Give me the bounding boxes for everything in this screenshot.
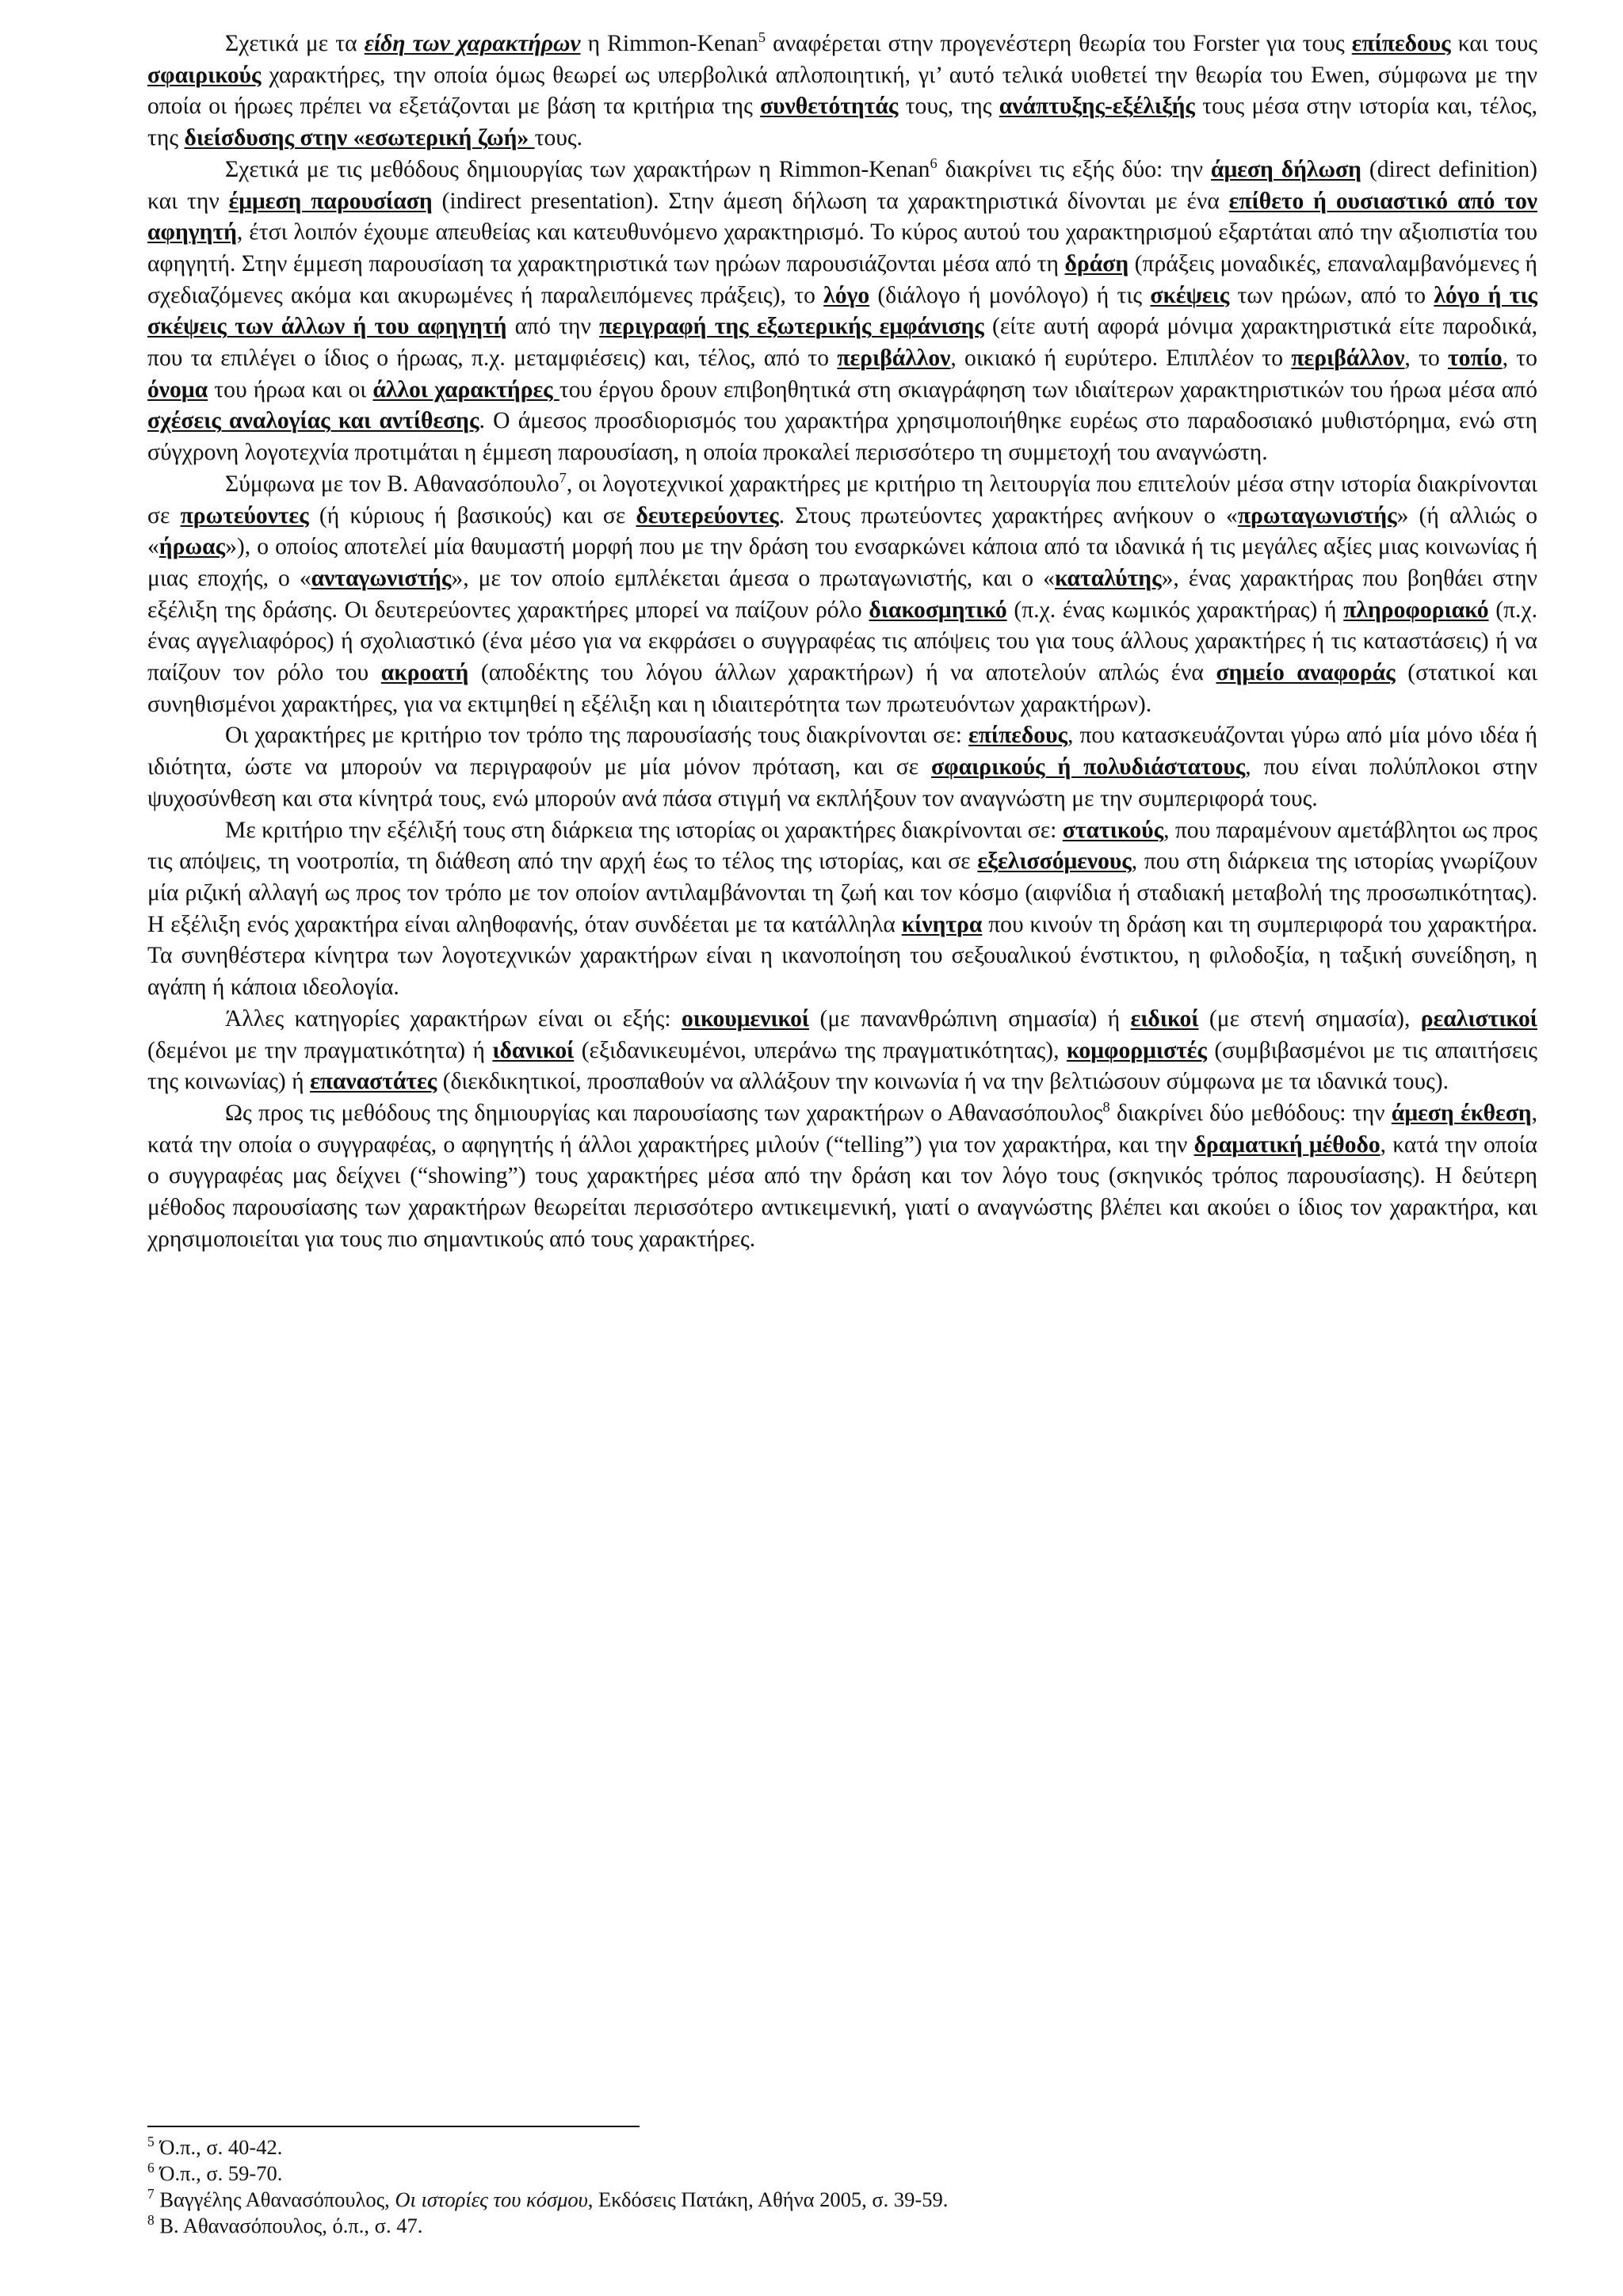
- text-run: από την: [506, 314, 600, 340]
- emphasized-term: επίπεδους: [1351, 31, 1451, 56]
- text-run: διακρίνει δύο μεθόδους: την: [1109, 1100, 1392, 1126]
- emphasized-term: εξελισσόμενους: [977, 849, 1132, 875]
- emphasized-term: είδη των χαρακτήρων: [364, 31, 581, 56]
- footnote-ref: 6: [930, 154, 938, 171]
- body-text: [147, 29, 1537, 1255]
- text-run: (π.χ. ένας κωμικός χαρακτήρας) ή: [1006, 597, 1344, 623]
- text-run: (στατικοί και συνηθισμένοι χαρακτήρες, για να εκτιμηθεί η εξέλιξη και η ιδιαιτερότητα των πρωτευόντων χαρακτήρων).: [147, 660, 1537, 717]
- emphasized-term: τοπίο: [1448, 345, 1503, 372]
- text-run: », ένας χαρακτήρας που βοηθάει στην εξέλιξη της δράσης. Οι δευτερεύοντες χαρακτήρες μπορεί να παίζουν ρόλο: [147, 565, 1537, 623]
- footnotes: [147, 2134, 1537, 2239]
- text-run: (ή κύριους ή βασικούς) και σε: [308, 502, 636, 528]
- emphasized-term: όνομα: [147, 376, 208, 402]
- text-run: Βαγγέλης Αθανασόπουλος,: [154, 2187, 395, 2211]
- text-run: (διεκδικητικοί, προσπαθούν να αλλάξουν την κοινωνία ή να την βελτιώσουν σύμφωνα με τα ιδανικά τους).: [437, 1069, 1449, 1095]
- emphasized-term: δράση: [1064, 250, 1129, 277]
- emphasized-term: διακοσμητικό: [869, 597, 1007, 623]
- footnote-8: [147, 2213, 1537, 2239]
- emphasized-term: σφαιρικούς ή πολυδιάστατους: [931, 754, 1246, 780]
- emphasized-term: λόγο ή τις σκέψεις των άλλων ή του αφηγητή: [147, 282, 1537, 340]
- text-run: του έργου δρουν επιβοηθητικά στη σκιαγράφηση των ιδιαίτερων χαρακτηριστικών του ήρωα μέσα από: [559, 376, 1537, 402]
- text-run: Με κριτήριο την εξέλιξή τους στη διάρκεια της ιστορίας οι χαρακτήρες διακρίνονται σε:: [225, 817, 1063, 843]
- text-run: τους μέσα στην ιστορία και, τέλος, της: [147, 93, 1537, 151]
- text-run: , που είναι πολύπλοκοι στην ψυχοσύνθεση και στα κίνητρά τους, ενώ μπορούν ανά πάσα στιγμή να εκπλήξουν τον αναγνώστη με την συμπεριφορά τους.: [147, 754, 1537, 811]
- emphasized-term: επίθετο ή ουσιαστικό από τον αφηγητή: [147, 188, 1537, 246]
- text-run: (δεμένοι με την πραγματικότητα) ή: [147, 1037, 493, 1063]
- paragraph-primary-secondary-characters: [147, 469, 1537, 721]
- text-run: . Στους πρωτεύοντες χαρακτήρες ανήκουν ο «: [778, 502, 1238, 528]
- emphasized-term: στατικούς: [1062, 817, 1164, 843]
- emphasized-term: ανταγωνιστής: [311, 565, 452, 591]
- text-run: Ως προς τις μεθόδους της δημιουργίας και παρουσίασης των χαρακτήρων ο Αθανασόπουλος: [225, 1100, 1103, 1126]
- text-run: διακρίνει τις εξής δύο: την: [937, 156, 1211, 182]
- text-run: »), ο οποίος αποτελεί μία θαυμαστή μορφή που με την δράση του ενσαρκώνει κάποια από τα ιδανικά ή τις μεγάλες αξίες μιας κοινωνίας ή μιας εποχής, ο «: [147, 534, 1537, 591]
- emphasized-term: δευτερεύοντες: [636, 502, 779, 528]
- text-run: Ό.π., σ. 40-42.: [154, 2135, 283, 2159]
- text-run: τους, της: [898, 93, 999, 120]
- text-run: , έτσι λοιπόν έχουμε απευθείας και κατευθυνόμενο χαρακτηρισμό. Το κύρος αυτού του χαρακτηρισμού εξαρτάται από την αξιοπιστία του αφηγητή. Στην έμμεση παρουσίαση τα χαρακτηριστικά των ηρώων παρουσιάζονται μέσα από τη: [147, 219, 1537, 277]
- emphasized-term: ιδανικοί: [492, 1037, 575, 1063]
- text-run: (αποδέκτης του λόγου άλλων χαρακτήρων) ή να αποτελούν απλώς ένα: [468, 660, 1216, 686]
- emphasized-term: ακροατή: [380, 660, 469, 686]
- emphasized-term: περιγραφή της εξωτερικής εμφάνισης: [599, 314, 984, 340]
- emphasized-term: επίπεδους: [968, 723, 1067, 749]
- footnote-ref: 5: [758, 29, 766, 46]
- text-run: τους.: [534, 125, 583, 151]
- footnote-ref: 7: [559, 469, 567, 486]
- footnote-7: [147, 2187, 1537, 2213]
- emphasized-term: σχέσεις αναλογίας και αντίθεσης: [147, 408, 479, 434]
- emphasized-term: επαναστάτες: [310, 1069, 437, 1095]
- emphasized-term: διείσδυσης στην «εσωτερική ζωή»: [184, 125, 535, 151]
- emphasized-term: ρεαλιστικοί: [1420, 1005, 1537, 1032]
- text-run: , οικιακό ή ευρύτερο. Επιπλέον το: [950, 345, 1292, 372]
- emphasized-term: κομφορμιστές: [1066, 1037, 1207, 1063]
- emphasized-term: σημείο αναφοράς: [1216, 660, 1396, 686]
- footnote-ref: 6: [147, 2160, 155, 2176]
- text-run: , κατά την οποία ο συγγραφέας, ο αφηγητής ή άλλοι χαρακτήρες μιλούν (“telling”) για τον χαρακτήρα, και την: [147, 1100, 1538, 1158]
- emphasized-term: πρωτεύοντες: [180, 502, 309, 528]
- text-run: χαρακτήρες, την οποία όμως θεωρεί ως υπερβολικά απλοποιητική, γι’ αυτό τελικά υιοθετεί την θεωρία του Ewen, σύμφωνα με την οποία οι ήρωες πρέπει να εξετάζονται με βάση τα κριτήρια της: [147, 62, 1537, 120]
- footnote-ref: 5: [147, 2134, 155, 2150]
- emphasized-term: πρωταγωνιστής: [1237, 502, 1397, 528]
- text-run: (συμβιβασμένοι με τις απαιτήσεις της κοινωνίας) ή: [147, 1037, 1537, 1095]
- text-run: Οι χαρακτήρες με κριτήριο τον τρόπο της παρουσίασής τους διακρίνονται σε:: [225, 723, 969, 749]
- text-run: (indirect presentation). Στην άμεση δήλωση τα χαρακτηριστικά δίνονται με ένα: [432, 188, 1229, 214]
- text-run: του ήρωα και οι: [208, 376, 373, 402]
- emphasized-term: άμεση δήλωση: [1210, 156, 1361, 182]
- text-run: , που στη διάρκεια της ιστορίας γνωρίζουν μία ριζική αλλαγή ως προς τον τρόπο με τον οποίον αντιλαμβάνονται τη ζωή και τον κόσμο (αιφνίδια ή σταδιακή μεταβολή της προσωπικότητας). Η εξέλιξη ενός χαρακτήρα είναι αληθοφανής, όταν συνδέεται με τα κατάλληλα: [147, 849, 1537, 937]
- footnote-separator: [147, 2126, 640, 2127]
- text-run: που κινούν τη δράση και τη συμπεριφορά του χαρακτήρα. Τα συνηθέστερα κίνητρα των λογοτεχνικών χαρακτήρων είναι η ικανοποίηση του σεξουαλικού ένστικτου, η φιλοδοξία, η ταξική συνείδηση, η αγάπη ή κάποια ιδεολογία.: [147, 911, 1537, 1001]
- text-run: και τους: [1450, 31, 1537, 56]
- emphasized-term: καταλύτης: [1054, 565, 1162, 591]
- text-run: των ηρώων, από το: [1229, 282, 1434, 308]
- text-run: (διάλογο ή μονόλογο) ή τις: [869, 282, 1151, 308]
- emphasized-term: άλλοι χαρακτήρες: [372, 376, 559, 402]
- emphasized-term: οικουμενικοί: [682, 1005, 810, 1032]
- footnote-ref: 8: [1102, 1099, 1110, 1116]
- text-run: Σύμφωνα με τον Β. Αθανασόπουλο: [225, 471, 559, 497]
- paragraph-character-types-forster: [147, 29, 1537, 154]
- text-run: » (ή αλλιώς ο «: [147, 502, 1538, 560]
- emphasized-term: κίνητρα: [901, 911, 983, 937]
- text-run: Άλλες κατηγορίες χαρακτήρων είναι οι εξής:: [225, 1005, 682, 1032]
- text-run: », με τον οποίο εμπλέκεται άμεσα ο πρωταγωνιστής, και ο «: [451, 565, 1055, 591]
- emphasized-term: περιβάλλον: [837, 345, 951, 372]
- paragraph-other-categories: [147, 1004, 1537, 1098]
- text-run: (με στενή σημασία),: [1198, 1005, 1421, 1032]
- paragraph-presentation-methods: [147, 1098, 1537, 1256]
- emphasized-term: πληροφοριακό: [1343, 597, 1489, 623]
- book-title: Οι ιστορίες του κόσμου: [395, 2187, 588, 2211]
- text-run: αναφέρεται στην προγενέστερη θεωρία του Forster για τους: [766, 31, 1352, 56]
- emphasized-term: δραματική μέθοδο: [1193, 1131, 1381, 1158]
- text-run: , το: [1502, 345, 1537, 372]
- emphasized-term: έμμεση παρουσίαση: [228, 188, 433, 214]
- emphasized-term: ήρωας: [158, 534, 226, 560]
- emphasized-term: συνθετότητάς: [760, 93, 899, 120]
- text-run: , που κατασκευάζονται γύρω από μία μόνο ιδέα ή ιδιότητα, ώστε να μπορούν να περιγραφούν με μία μόνον πρόταση, και σε: [147, 723, 1537, 780]
- text-run: Σχετικά με τα: [225, 31, 365, 56]
- emphasized-term: ειδικοί: [1130, 1005, 1199, 1032]
- emphasized-term: περιβάλλον: [1291, 345, 1405, 372]
- text-run: (πράξεις μοναδικές, επαναλαμβανόμενες ή σχεδιαζόμενες ακόμα και ακυρωμένες ή παραλειπόμενες πράξεις), το: [147, 250, 1537, 308]
- text-run: Β. Αθανασόπουλος, ό.π., σ. 47.: [154, 2214, 423, 2237]
- footnote-ref: 7: [147, 2186, 155, 2203]
- text-run: , κατά την οποία ο συγγραφέας μας δείχνει (“showing”) τους χαρακτήρες μέσα από την δράση και τον λόγο τους (σκηνικός τρόπος παρουσίασης). Η δεύτερη μέθοδος παρουσίασης των χαρακτήρων θεωρείται περισσότερο αντικειμενική, γιατί ο αναγνώστης βλέπει και ακούει ο ίδιος τον χαρακτήρα, και χρησιμοποιείται για τους πιο σημαντικούς από τους χαρακτήρες.: [147, 1131, 1537, 1252]
- emphasized-term: σκέψεις: [1150, 282, 1230, 308]
- text-run: , το: [1404, 345, 1449, 372]
- text-run: (π.χ. ένας αγγελιαφόρος) ή σχολιαστικό (ένα μέσο για να εκφράσει ο συγγραφέας τις απόψεις του για τους άλλους χαρακτήρες ή τις καταστάσεις) ή να παίζουν τον ρόλο του: [147, 597, 1537, 686]
- text-run: η Rimmon-Kenan: [580, 31, 758, 56]
- text-run: . Ο άμεσος προσδιορισμός του χαρακτήρα χρησιμοποιήθηκε ευρέως στο παραδοσιακό μυθιστόρημα, ενώ στη σύγχρονη λογοτεχνία προτιμάται η έμμεση παρουσίαση, η οποία προκαλεί περισσότερο τη συμμετοχή του αναγνώστη.: [147, 408, 1537, 466]
- emphasized-term: ανάπτυξης-εξέλιξής: [999, 93, 1195, 120]
- footnote-5: [147, 2134, 1537, 2161]
- text-run: (είτε αυτή αφορά μόνιμα χαρακτηριστικά είτε παροδικά, που τα επιλέγει ο ίδιος ο ήρωας, π.χ. μεταμφιέσεις) και, τέλος, από το: [147, 314, 1537, 372]
- paragraph-characterization-methods: [147, 154, 1537, 469]
- emphasized-term: άμεση έκθεση: [1391, 1100, 1532, 1126]
- paragraph-flat-round-characters: [147, 720, 1537, 814]
- text-run: (εξιδανικευμένοι, υπεράνω της πραγματικότητας),: [574, 1037, 1067, 1063]
- text-run: (direct definition) και την: [147, 156, 1537, 214]
- text-run: Σχετικά με τις μεθόδους δημιουργίας των χαρακτήρων η Rimmon-Kenan: [225, 156, 930, 182]
- paragraph-static-dynamic-characters: [147, 815, 1537, 1004]
- text-run: , Εκδόσεις Πατάκη, Αθήνα 2005, σ. 39-59.: [587, 2187, 949, 2211]
- footnote-6: [147, 2161, 1537, 2187]
- text-run: (με πανανθρώπινη σημασία) ή: [809, 1005, 1131, 1032]
- emphasized-term: λόγο: [823, 282, 870, 308]
- footnote-ref: 8: [147, 2212, 155, 2229]
- emphasized-term: σφαιρικούς: [147, 62, 262, 88]
- text-run: , οι λογοτεχνικοί χαρακτήρες με κριτήριο τη λειτουργία που επιτελούν μέσα στην ιστορία διακρίνονται σε: [147, 471, 1537, 528]
- text-run: Ό.π., σ. 59-70.: [154, 2161, 283, 2185]
- text-run: , που παραμένουν αμετάβλητοι ως προς τις απόψεις, τη νοοτροπία, τη διάθεση από την αρχή έως το τέλος της ιστορίας, και σε: [147, 817, 1537, 875]
